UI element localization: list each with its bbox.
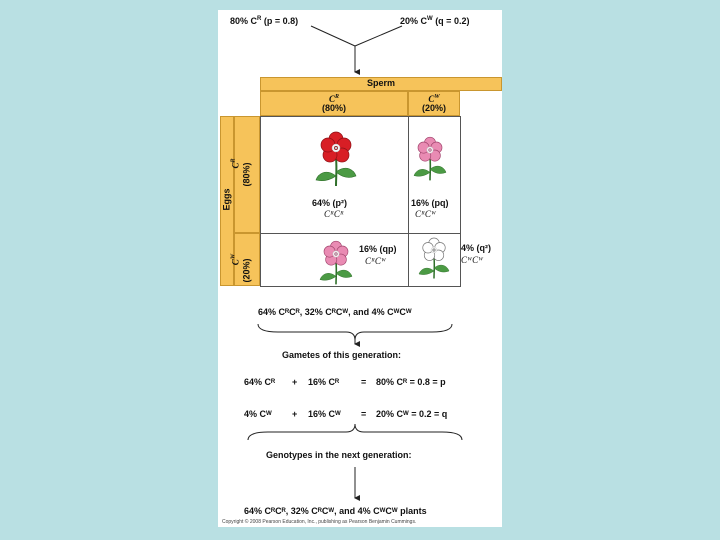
eggs-label: Eggs [221,188,232,211]
eq1-result: 80% Cᴿ = 0.8 = p [376,377,446,387]
cell-rr-genotype: CᴿCᴿ [324,209,344,219]
cell-rw-percent: 16% (pq) [411,198,449,208]
eggs-row2-percent: (20%) [241,258,252,283]
eq1-plus: + [292,377,298,387]
gametes-title: Gametes of this generation: [282,350,402,360]
eq1-term-b: 16% Cᴿ [308,377,340,387]
sperm-col1-percent: (80%) [321,103,346,113]
eq2-term-a: 4% Cᵂ [244,409,272,419]
sperm-col2-allele: $C^W$ [428,94,440,104]
eq2-equals: = [361,409,367,419]
copyright-notice: Copyright © 2008 Pearson Education, Inc., publishing as Pearson Benjamin Cummings. [222,519,417,525]
next-generation-title: Genotypes in the next generation: [266,450,412,460]
parent-allele-cr-frequency: 80% $C^R$ (p = 0.8) [230,16,299,26]
cell-wr-genotype: CᴿCᵂ [365,256,387,266]
figure-sheet [218,10,502,527]
sperm-col1-allele: $C^R$ [328,94,340,104]
eq2-term-b: 16% Cᵂ [308,409,341,419]
cell-rw-genotype: CᴿCᵂ [415,209,437,219]
eq2-result: 20% Cᵂ = 0.2 = q [376,409,448,419]
cell-rr-percent: 64% (p²) [312,198,348,208]
cell-ww-percent: 4% (q²) [461,243,491,253]
eggs-row2-label: $C^W$ [230,253,241,266]
parent-allele-cw-frequency: 20% $C^W$ (q = 0.2) [400,16,470,26]
cell-wr-percent: 16% (qp) [359,244,397,254]
genotype-summary: 64% CᴿCᴿ, 32% CᴿCᵂ, and 4% CᵂCᵂ [258,307,412,317]
sperm-col2-percent: (20%) [421,103,446,113]
eggs-row1-label: $C^R$ [230,158,241,169]
eq1-term-a: 64% Cᴿ [244,377,276,387]
eq1-equals: = [361,377,367,387]
eggs-row1-percent: (80%) [241,162,252,187]
eq2-plus: + [292,409,298,419]
cell-ww-genotype: CᵂCᵂ [461,255,484,265]
next-generation-genotypes: 64% CᴿCᴿ, 32% CᴿCᵂ, and 4% CᵂCᵂ plants [244,506,427,516]
sperm-label: Sperm [366,78,395,88]
